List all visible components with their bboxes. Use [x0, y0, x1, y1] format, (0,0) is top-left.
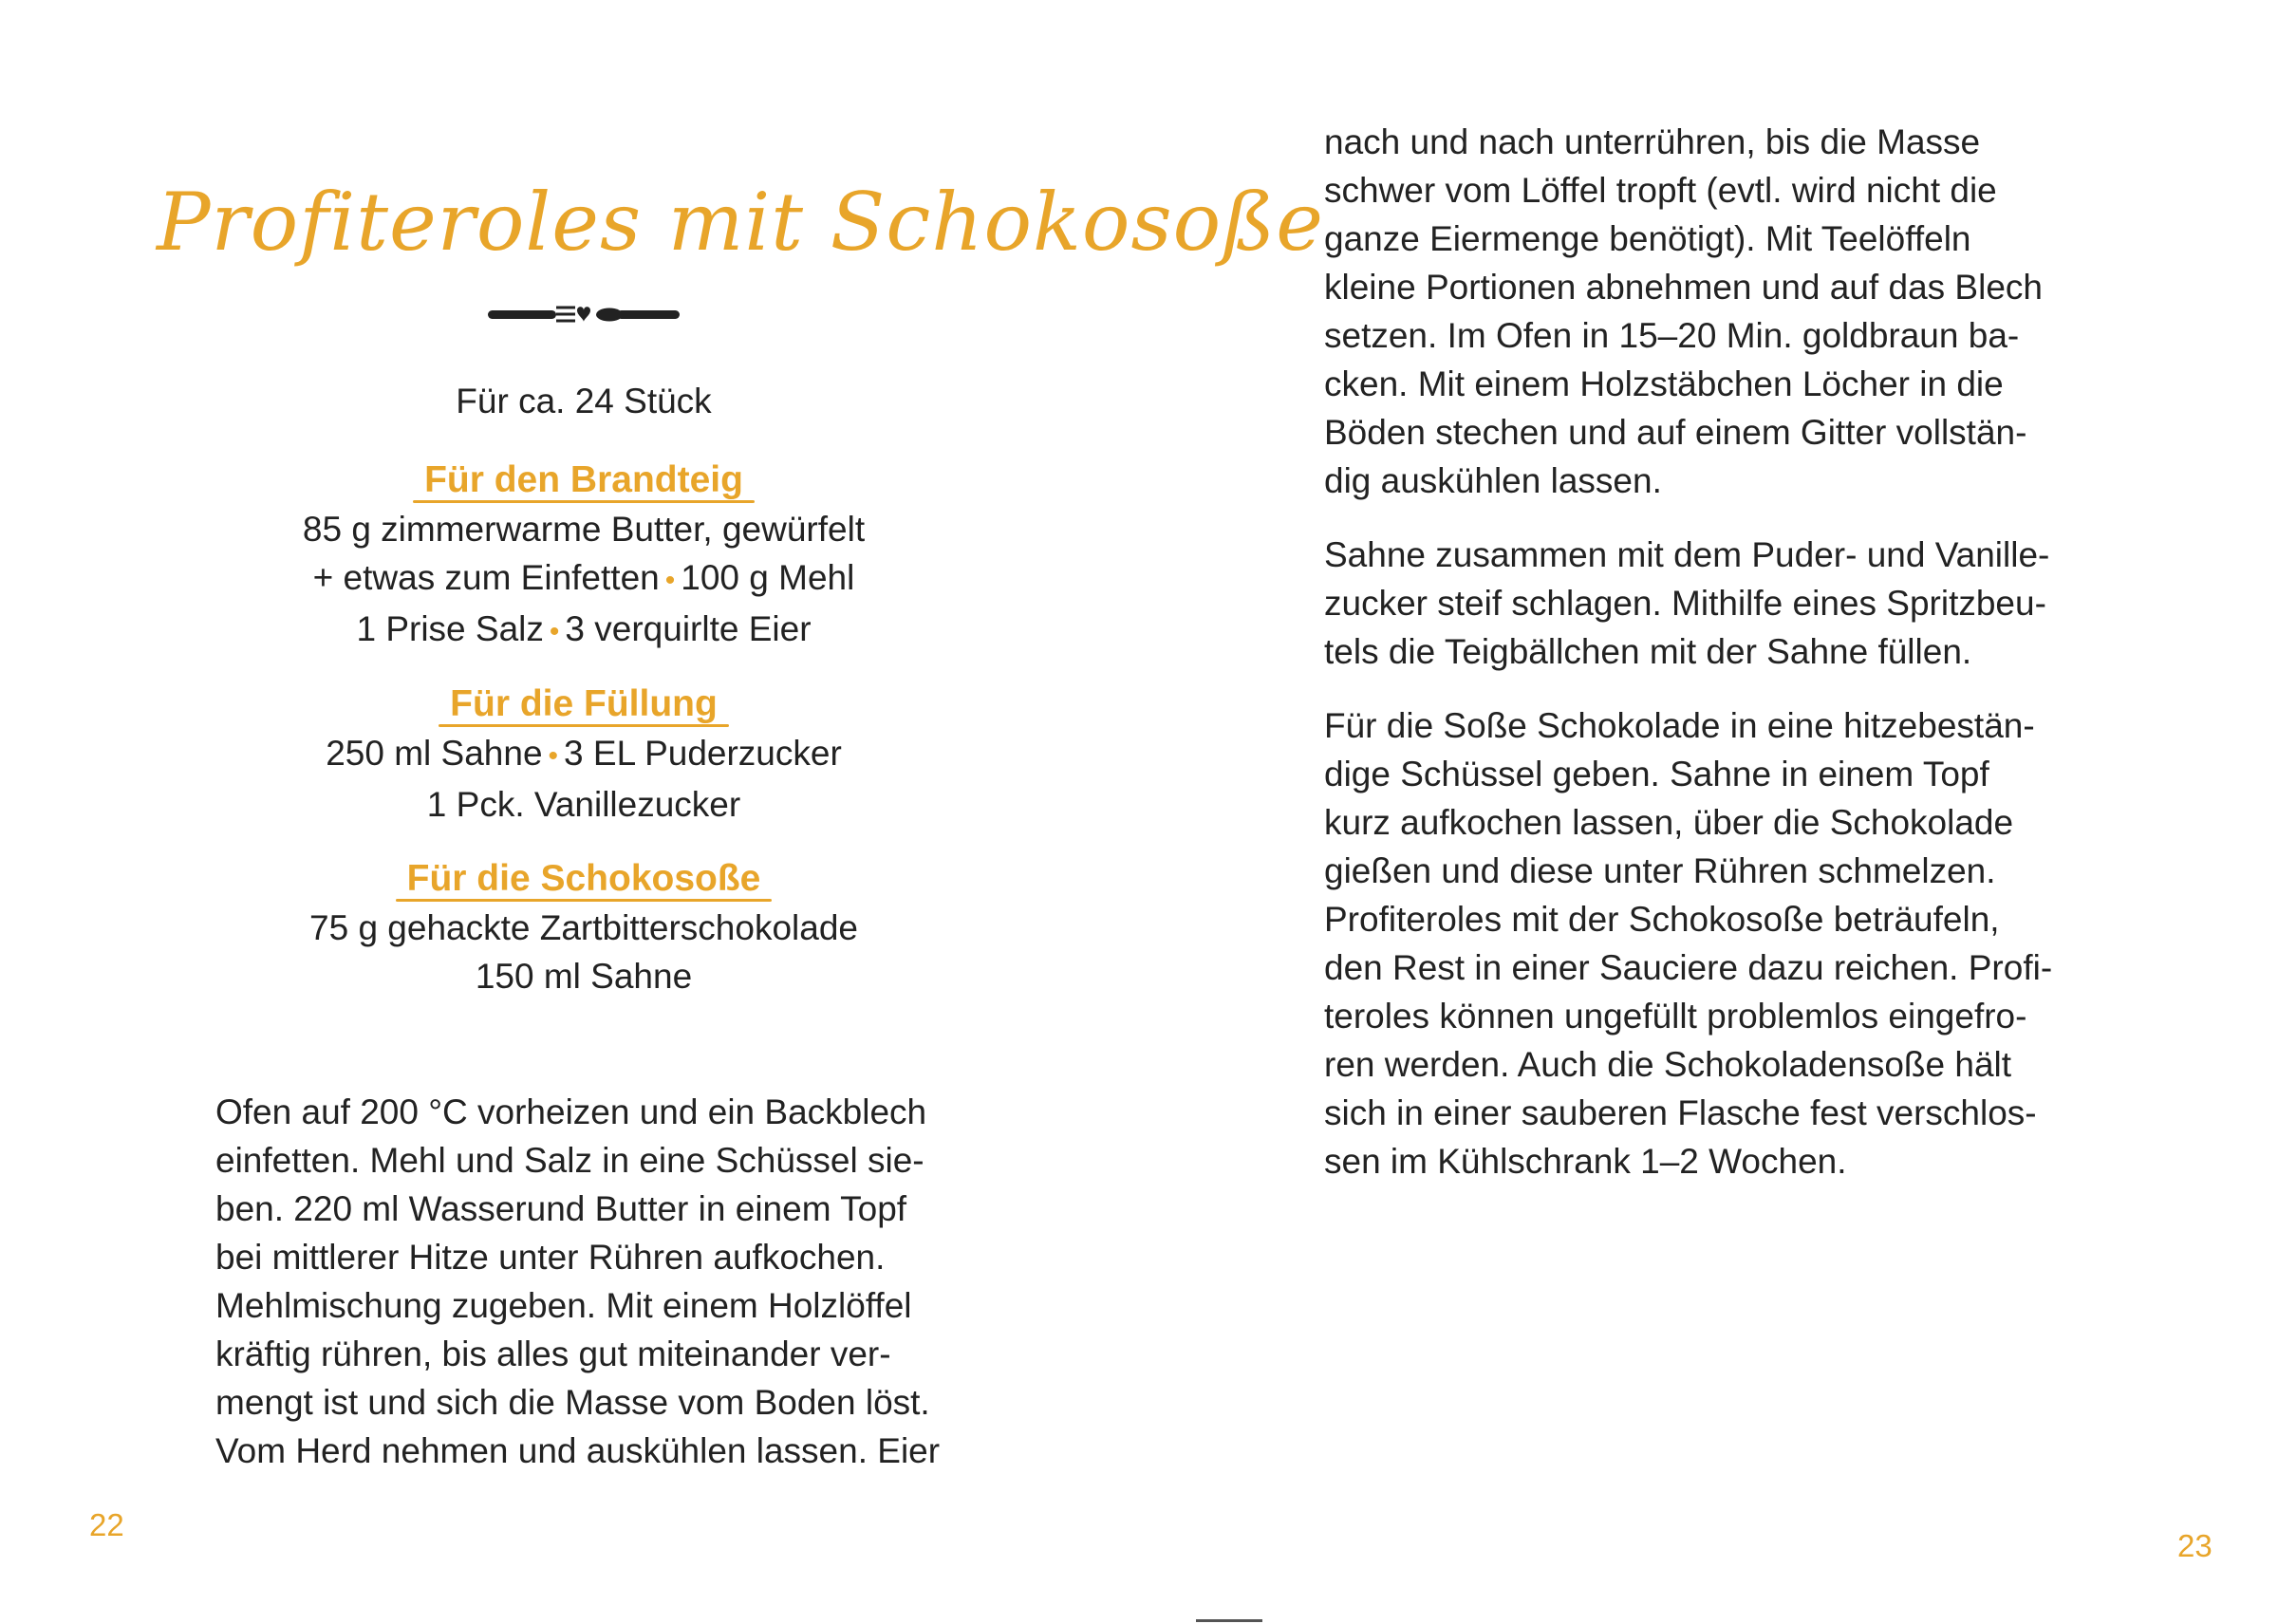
ingredient-group-title: Für die Füllung — [439, 680, 729, 729]
text-line: bei mittlerer Hitze unter Rühren aufkochen. — [215, 1238, 886, 1277]
text-line: Vom Herd nehmen und auskühlen lassen. Eier — [215, 1431, 941, 1470]
text-line: cken. Mit einem Holzstäbchen Löcher in die — [1324, 364, 2004, 403]
text-line: sich in einer sauberen Flasche fest verschlos- — [1324, 1093, 2037, 1132]
text-line: Mehlmischung zugeben. Mit einem Holzlöffel — [215, 1286, 912, 1325]
page-number-right: 23 — [2177, 1528, 2213, 1563]
ingredient: 250 ml Sahne — [326, 734, 543, 773]
text-line: ganze Eiermenge benötigt). Mit Teelöffeln — [1324, 219, 1971, 258]
fork-heart-spoon-icon — [484, 300, 683, 328]
text-line: tels die Teigbällchen mit der Sahne füllen. — [1324, 632, 1972, 671]
ingredient: 75 g gehackte Zartbitterschokolade — [309, 908, 858, 947]
text-line: nach und nach unterrühren, bis die Masse — [1324, 122, 1981, 161]
text-line: ben. 220 ml Wasserund Butter in einem Topf — [215, 1189, 907, 1228]
ingredient: 3 verquirlte Eier — [565, 609, 812, 648]
ingredient-group-title: Für den Brandteig — [413, 456, 755, 505]
instructions-left — [215, 1088, 940, 1475]
text-line: kurz aufkochen lassen, über die Schokolade — [1324, 803, 2014, 842]
bullet-dot-icon: • — [549, 616, 560, 647]
text-line: setzen. Im Ofen in 15–20 Min. goldbraun ba- — [1324, 316, 2020, 355]
bullet-dot-icon: • — [548, 740, 559, 772]
text-line: schwer vom Löffel tropft (evtl. wird nicht die — [1324, 171, 1997, 210]
ingredient-line — [190, 729, 978, 780]
bullet-dot-icon: • — [664, 565, 676, 596]
ingredient: 1 Pck. Vanillezucker — [426, 785, 741, 824]
paragraph — [1324, 531, 2052, 676]
ingredient-line — [190, 505, 978, 553]
ingredient-line — [190, 553, 978, 605]
ingredient-line — [190, 605, 978, 656]
ingredient: 150 ml Sahne — [475, 957, 693, 996]
text-line: einfetten. Mehl und Salz in eine Schüssel sie- — [215, 1141, 924, 1180]
text-line: sen im Kühlschrank 1–2 Wochen. — [1324, 1142, 1847, 1181]
fold-mark — [1196, 1619, 1262, 1622]
recipe-title: Profiteroles mit Schokosoße — [157, 176, 1324, 269]
text-line: kräftig rühren, bis alles gut miteinander ver- — [215, 1335, 891, 1373]
text-line: teroles können ungefüllt problemlos eingefro- — [1324, 997, 2027, 1036]
ingredient: 3 EL Puderzucker — [564, 734, 842, 773]
text-line: Böden stechen und auf einem Gitter vollstän- — [1324, 413, 2027, 452]
ingredient-line — [190, 952, 978, 1000]
recipe-yield: Für ca. 24 Stück — [456, 382, 712, 420]
ingredient-group-brandteig — [190, 456, 978, 656]
ingredient-line — [190, 780, 978, 829]
text-line: den Rest in einer Sauciere dazu reichen. Profi- — [1324, 948, 2053, 987]
ingredient-group-fuellung — [190, 680, 978, 829]
ingredient-group-title: Für die Schokosoße — [396, 854, 773, 904]
right-page — [1139, 0, 2278, 1624]
text-line: zucker steif schlagen. Mithilfe eines Spritzbeu- — [1324, 584, 2046, 623]
text-line: Ofen auf 200 °C vorheizen und ein Backblech — [215, 1092, 927, 1131]
ingredient: + etwas zum Einfetten — [312, 558, 660, 597]
text-line: Für die Soße Schokolade in eine hitzebestän- — [1324, 706, 2035, 745]
paragraph — [1324, 701, 2052, 1185]
ingredient-line — [190, 904, 978, 952]
text-line: Sahne zusammen mit dem Puder- und Vanille- — [1324, 535, 2050, 574]
text-line: mengt ist und sich die Masse vom Boden löst. — [215, 1383, 930, 1422]
text-line: dig auskühlen lassen. — [1324, 461, 1662, 500]
ingredient-group-schokososse — [190, 854, 978, 1000]
text-line: ren werden. Auch die Schokoladensoße hält — [1324, 1045, 2012, 1084]
text-line: Profiteroles mit der Schokosoße beträufeln, — [1324, 900, 2000, 939]
paragraph — [1324, 118, 2052, 505]
page-number-left: 22 — [89, 1507, 124, 1542]
ingredient: 1 Prise Salz — [356, 609, 544, 648]
text-line: dige Schüssel geben. Sahne in einem Topf — [1324, 755, 1989, 793]
text-line: kleine Portionen abnehmen und auf das Blech — [1324, 268, 2043, 307]
text-line: gießen und diese unter Rühren schmelzen. — [1324, 851, 1996, 890]
ingredient: 85 g zimmerwarme Butter, gewürfelt — [302, 510, 866, 549]
instructions-right — [1324, 118, 2052, 1211]
ingredient: 100 g Mehl — [681, 558, 855, 597]
